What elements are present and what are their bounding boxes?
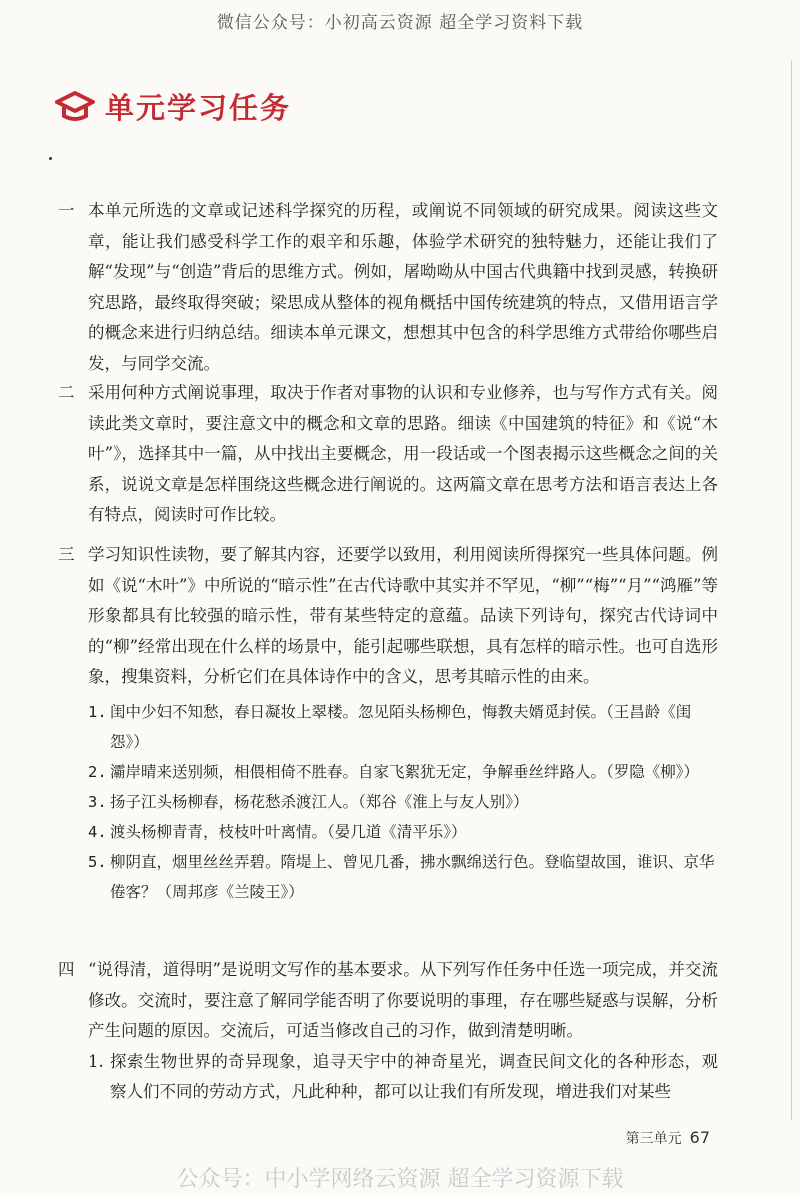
task-3 bbox=[58, 540, 718, 907]
subtask-text: 探索生物世界的奇异现象，追寻天宇中的神奇星光，调查民间文化的各种形态，观察人们不同的劳动方式，凡此种种，都可以让我们有所发现，增进我们对某些 bbox=[110, 1051, 718, 1101]
task-text: 本单元所选的文章或记述科学探究的历程，或阐说不同领域的研究成果。阅读这些文章，能让我们感受科学工作的艰辛和乐趣，体验学术研究的独特魅力，还能让我们了解“发现”与“创造”背后的思维方式。例如，屠呦呦从中国古代典籍中找到灵感，转换研究思路，最终取得突破；梁思成从整体的视角概括中国传统建筑的特点，又借用语言学的概念来进行归纳总结。细读本单元课文，想想其中包含的科学思维方式带给你哪些启发，与同学交流。 bbox=[88, 201, 718, 373]
task-text: “说得清，道得明”是说明文写作的基本要求。从下列写作任务中任选一项完成，并交流修改。交流时，要注意了解同学能否明了你要说明的事理，存在哪些疑惑与误解，分析产生问题的原因。交流后，可适当修改自己的习作，做到清楚明晰。 bbox=[88, 960, 718, 1040]
list-item bbox=[88, 847, 718, 907]
list-item bbox=[88, 817, 718, 847]
task-1 bbox=[58, 196, 718, 379]
page-footer bbox=[626, 1128, 710, 1148]
page-edge-line bbox=[791, 60, 792, 1120]
subtask-list bbox=[88, 1047, 718, 1108]
task-2 bbox=[58, 378, 718, 531]
item-number: 1. bbox=[88, 702, 107, 721]
poem-text: 扬子江头杨柳春，杨花愁杀渡江人。（郑谷《淮上与友人别》） bbox=[110, 792, 529, 811]
poem-text: 渡头杨柳青青，枝枝叶叶离情。（晏几道《清平乐》） bbox=[110, 822, 467, 841]
decorative-dot bbox=[49, 157, 52, 160]
poem-text: 灞岸晴来送别频，相偎相倚不胜春。自家飞絮犹无定，争解垂丝绊路人。（罗隐《柳》） bbox=[110, 762, 700, 781]
list-item bbox=[88, 1047, 718, 1108]
poem-list bbox=[88, 697, 718, 907]
task-4 bbox=[58, 955, 718, 1108]
task-number: 四 bbox=[58, 960, 75, 979]
list-item bbox=[88, 697, 718, 757]
section-header bbox=[55, 86, 291, 127]
unit-label: 第三单元 bbox=[625, 1131, 682, 1147]
poem-text: 柳阴直，烟里丝丝弄碧。隋堤上、曾见几番，拂水飘绵送行色。登临望故国，谁识、京华倦客？（周邦彦《兰陵王》） bbox=[110, 852, 715, 901]
item-number: 5. bbox=[88, 852, 107, 871]
list-item bbox=[88, 787, 718, 817]
list-item bbox=[88, 757, 718, 787]
graduation-cap-icon bbox=[55, 89, 95, 125]
item-number: 2. bbox=[88, 762, 107, 781]
poem-text: 闺中少妇不知愁，春日凝妆上翠楼。忽见陌头杨柳色，悔教夫婿觅封侯。（王昌龄《闺怨》） bbox=[110, 702, 692, 751]
top-watermark: 微信公众号：小初高云资源 超全学习资料下载 bbox=[216, 13, 584, 33]
item-number: 4. bbox=[88, 822, 107, 841]
page-number: 67 bbox=[689, 1128, 710, 1147]
task-number: 一 bbox=[58, 201, 75, 220]
task-number: 三 bbox=[58, 545, 75, 564]
section-title: 单元学习任务 bbox=[105, 91, 292, 125]
task-text: 学习知识性读物，要了解其内容，还要学以致用，利用阅读所得探究一些具体问题。例如《说“木叶”》中所说的“暗示性”在古代诗歌中其实并不罕见，“柳”“梅”“月”“鸿雁”等形象都具有比较强的暗示性，带有某些特定的意蕴。品读下列诗句，探究古代诗词中的“柳”经常出现在什么样的场景中，能引起哪些联想，具有怎样的暗示性。也可自选形象，搜集资料，分析它们在具体诗作中的含义，思考其暗示性的由来。 bbox=[88, 545, 718, 686]
task-number: 二 bbox=[58, 383, 75, 402]
item-number: 3. bbox=[88, 792, 107, 811]
bottom-watermark: 公众号：中小学网络云资源 超全学习资源下载 bbox=[176, 1167, 624, 1192]
task-text: 采用何种方式阐说事理，取决于作者对事物的认识和专业修养，也与写作方式有关。阅读此类文章时，要注意文中的概念和文章的思路。细读《中国建筑的特征》和《说“木叶”》，选择其中一篇，从中找出主要概念，用一段话或一个图表揭示这些概念之间的关系，说说文章是怎样围绕这些概念进行阐说的。这两篇文章在思考方法和语言表达上各有特点，阅读时可作比较。 bbox=[88, 383, 718, 524]
item-number: 1. bbox=[88, 1051, 104, 1071]
